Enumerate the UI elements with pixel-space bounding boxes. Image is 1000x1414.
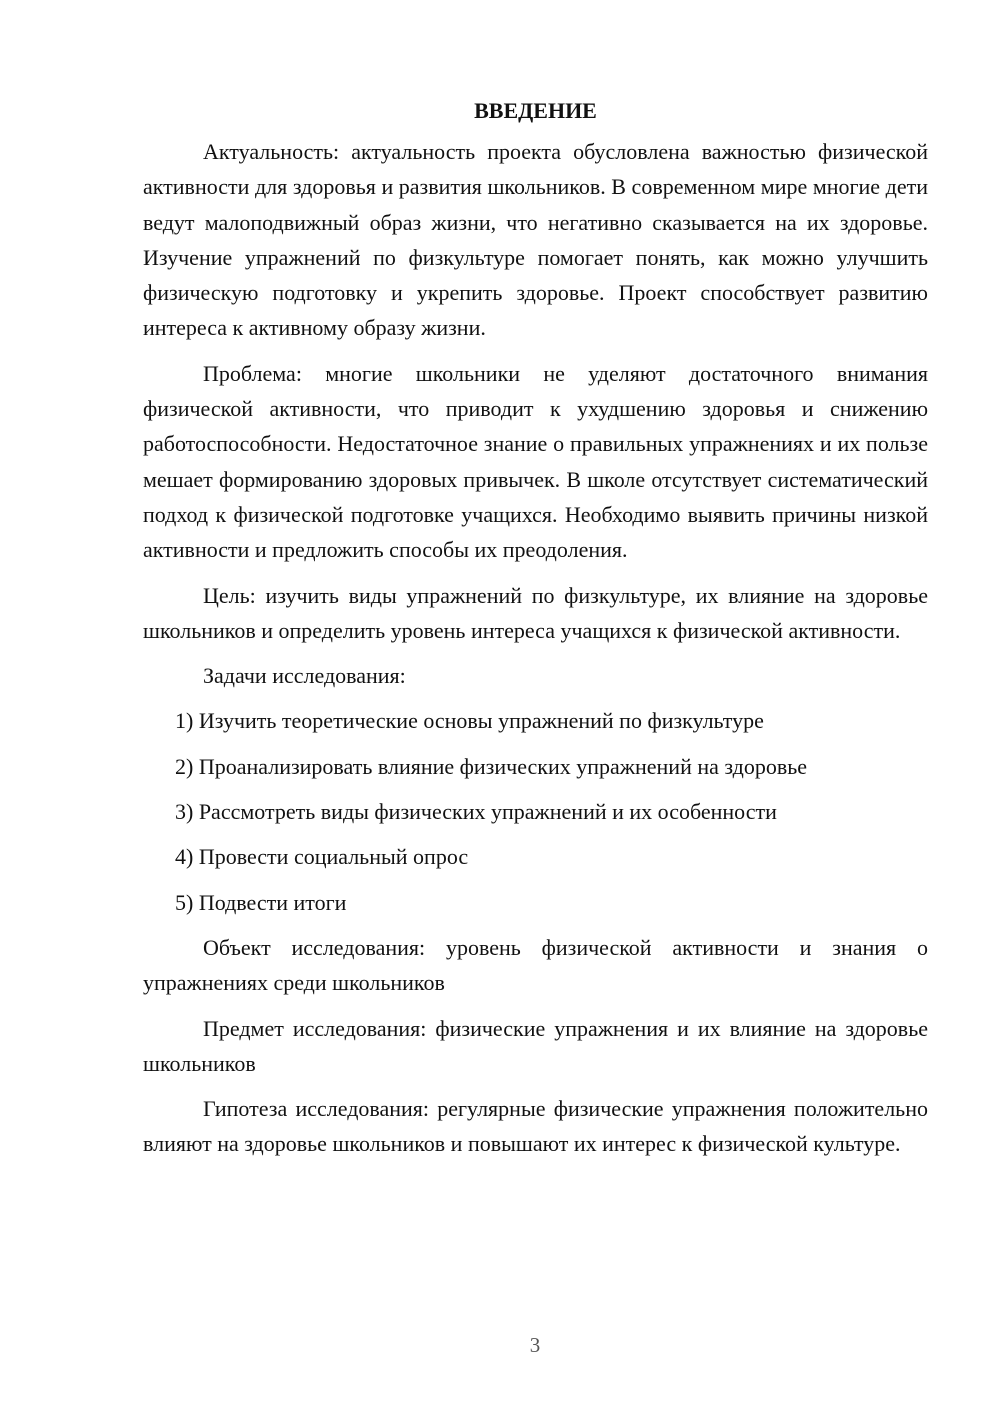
paragraph-object: Объект исследования: уровень физической активности и знания о упражнениях среди школьников xyxy=(143,934,928,996)
paragraph-hypothesis: Гипотеза исследования: регулярные физические упражнения положительно влияют на здоровье школьников и повышают их интерес к физической культуре. xyxy=(143,1096,928,1157)
task-item: 1) Изучить теоретические основы упражнений по физкультуре xyxy=(175,708,764,734)
task-item: 5) Подвести итоги xyxy=(175,889,347,915)
tasks-label: Задачи исследования: xyxy=(203,663,406,689)
page-content xyxy=(143,96,928,1172)
paragraph-subject: Предмет исследования: физические упражнения и их влияние на здоровье школьников xyxy=(143,1015,928,1076)
paragraph-goal: Цель: изучить виды упражнений по физкультуре, их влияние на здоровье школьников и определить уровень интереса учащихся к физической активности. xyxy=(143,582,928,643)
paragraph-relevance: Актуальность: актуальность проекта обусловлена важностью физической активности для здоровья и развития школьников. В современном мире многие дети ведут малоподвижный образ жизни, что негативно сказывается на их здоровье. Изучение упражнений по физкультуре помогает понять, как можно улучшить физическую подготовку и укрепить здоровье. Проект способствует развитию интереса к активному образу жизни. xyxy=(143,139,928,341)
page-number: 3 xyxy=(529,1333,541,1357)
task-item: 3) Рассмотреть виды физических упражнений и их особенности xyxy=(175,799,777,825)
section-heading: ВВЕДЕНИЕ xyxy=(474,98,597,123)
task-item: 4) Провести социальный опрос xyxy=(175,844,469,870)
task-list xyxy=(143,703,928,919)
paragraph-problem: Проблема: многие школьники не уделяют достаточного внимания физической активности, что приводит к ухудшению здоровья и снижению работоспособности. Недостаточное знание о правильных упражнениях и их пользе мешает формированию здоровых привычек. В школе отсутствует систематический подход к физической подготовке учащихся. Необходимо выявить причины низкой активности и предложить способы их преодоления. xyxy=(143,360,928,563)
task-item: 2) Проанализировать влияние физических упражнений на здоровье xyxy=(175,753,808,779)
